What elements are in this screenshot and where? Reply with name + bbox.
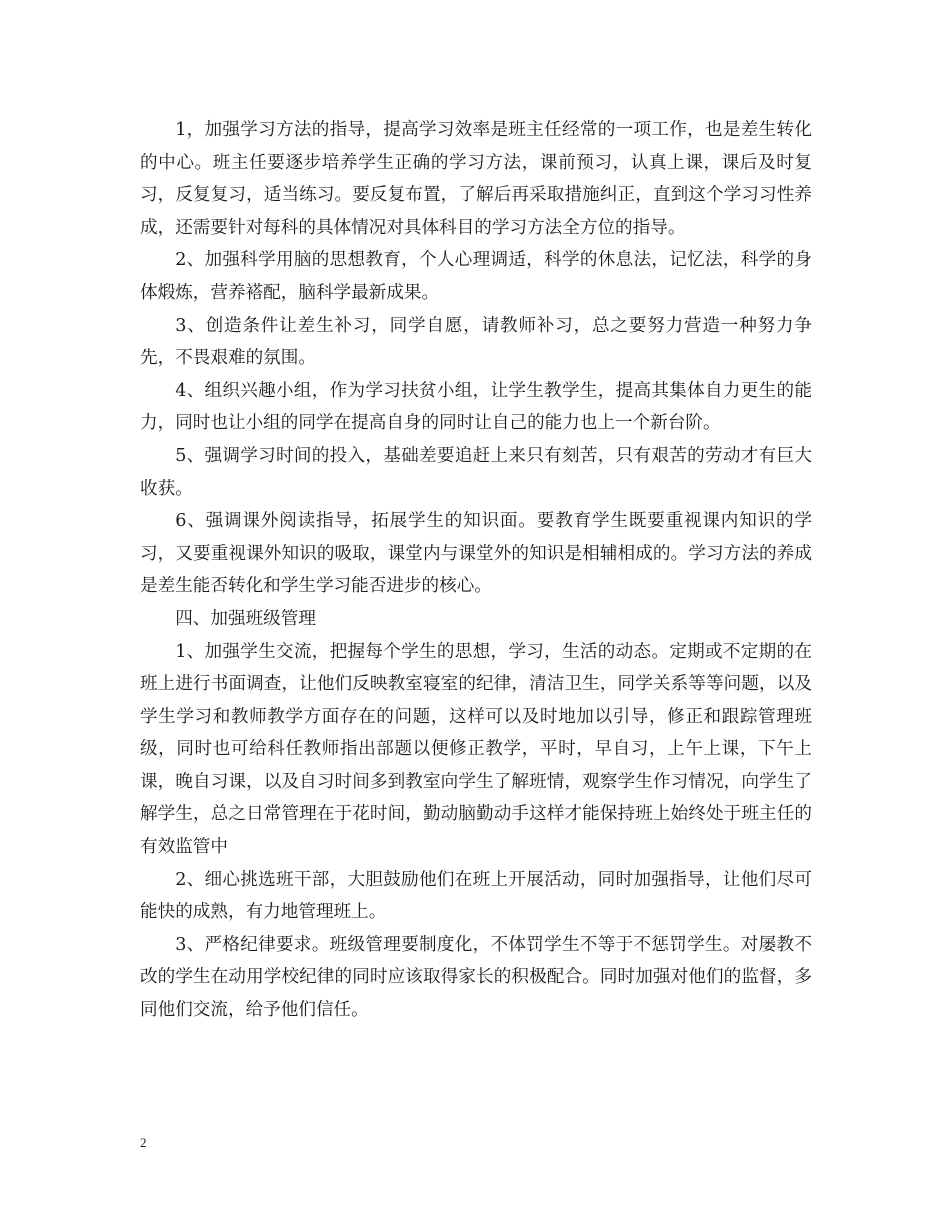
paragraph-scientific-brain-use: 2、加强科学用脑的思想教育，个人心理调适，科学的休息法，记忆法，科学的身体煅炼，营养褡配，脑科学最新成果。 bbox=[140, 250, 812, 303]
paragraph-study-time: 5、强调学习时间的投入，基础差要追赶上来只有刻苦，只有艰苦的劳动才有巨大收获。 bbox=[140, 445, 812, 499]
section-heading-class-management: 四、加强班级管理 bbox=[175, 608, 316, 629]
paragraph-interest-groups: 4、组织兴趣小组，作为学习扶贫小组，让学生教学生，提高其集体自力更生的能力，同时也让小组的同学在提高自身的同时让自己的能力也上一个新台阶。 bbox=[140, 380, 812, 434]
paragraph-extracurricular-reading: 6、强调课外阅读指导，拓展学生的知识面。要教育学生既要重视课内知识的学习，又要重视课外知识的吸取，课堂内与课堂外的知识是相辅相成的。学习方法的养成是差生能否转化和学生学习能否进步的核心。 bbox=[140, 511, 812, 597]
paragraph-tutoring-conditions: 3、创造条件让差生补习，同学自愿，请教师补习，总之要努力营造一种努力争先，不畏艰难的氛围。 bbox=[140, 315, 812, 369]
page-number: 2 bbox=[140, 1135, 147, 1150]
paragraph-discipline: 3、严格纪律要求。班级管理要制度化，不体罚学生不等于不惩罚学生。对屡教不改的学生在动用学校纪律的同时应该取得家长的积极配合。同时加强对他们的监督，多同他们交流，给予他们信任。 bbox=[140, 934, 812, 1021]
paragraph-student-communication: 1、加强学生交流，把握每个学生的思想，学习，生活的动态。定期或不定期的在班上进行书面调查，让他们反映教室寝室的纪律，清洁卫生，同学关系等等问题，以及学生学习和教师教学方面存在的问题，这样可以及时地加以引导，修正和跟踪管理班级，同时也可给科任教师指出部题以便修正教学，平时，早自习，上午上课，下午上课，晚自习课，以及自习时间多到教室向学生了解班情，观察学生作习情况，向学生了解学生，总之日常管理在于花时间，勤动脑勤动手这样才能保持班上始终处于班主任的有效监管中 bbox=[140, 641, 812, 858]
document-body bbox=[140, 114, 812, 1027]
paragraph-class-cadres: 2、细心挑选班干部，大胆鼓励他们在班上开展活动，同时加强指导，让他们尽可能快的成熟，有力地管理班上。 bbox=[140, 869, 812, 923]
paragraph-study-method-guidance: 1，加强学习方法的指导，提高学习效率是班主任经常的一项工作，也是差生转化的中心。班主任要逐步培养学生正确的学习方法，课前预习，认真上课，课后及时复习，反复复习，适当练习。要反复布置，了解后再采取措施纠正，直到这个学习习性养成，还需要针对每科的具体情况对具体科目的学习方法全方位的指导。 bbox=[140, 120, 812, 238]
